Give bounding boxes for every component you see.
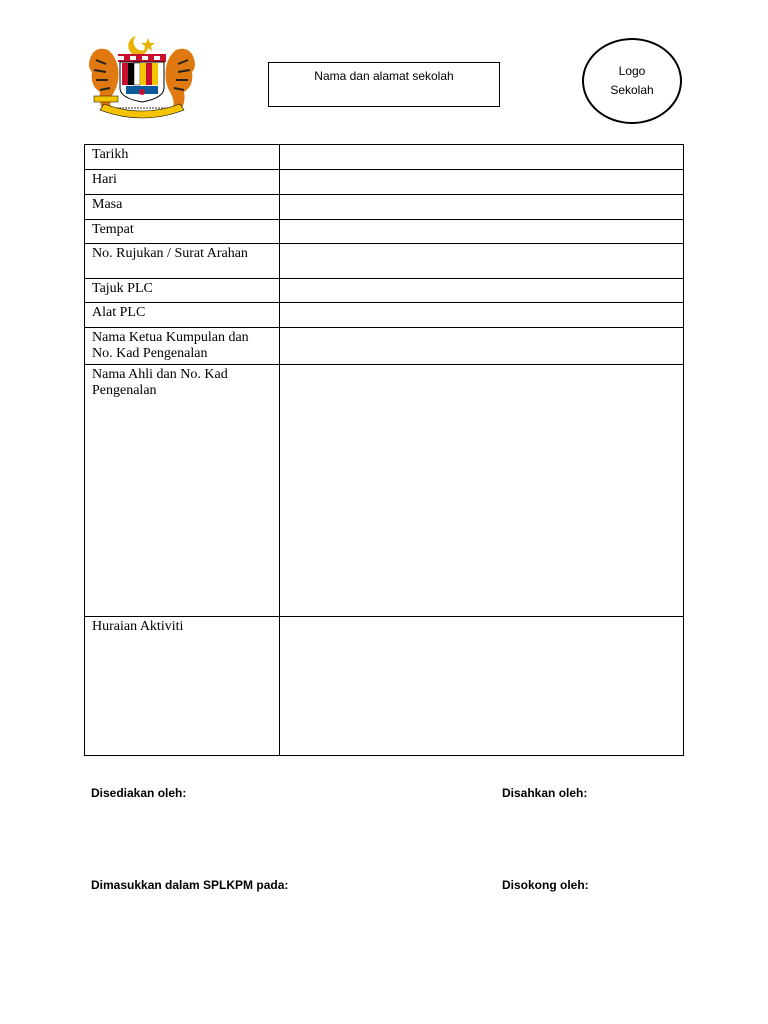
row-label: Nama Ketua Kumpulan dan No. Kad Pengenalan: [85, 328, 280, 365]
plc-form-table: [84, 144, 684, 756]
row-label: Tarikh: [85, 145, 280, 170]
table-row: [85, 365, 684, 617]
table-row: [85, 617, 684, 756]
row-value[interactable]: [280, 328, 684, 365]
row-label: Tempat: [85, 220, 280, 244]
row-label: Tajuk PLC: [85, 279, 280, 303]
row-label: No. Rujukan / Surat Arahan: [85, 244, 280, 279]
supported-by-label: Disokong oleh:: [502, 878, 589, 892]
row-value[interactable]: [280, 303, 684, 328]
table-row: [85, 195, 684, 220]
row-value[interactable]: [280, 170, 684, 195]
row-label: Alat PLC: [85, 303, 280, 328]
table-row: [85, 303, 684, 328]
row-value[interactable]: [280, 279, 684, 303]
table-row: [85, 328, 684, 365]
entered-in-label: Dimasukkan dalam SPLKPM pada:: [91, 878, 289, 892]
row-value[interactable]: [280, 617, 684, 756]
row-label: Huraian Aktiviti: [85, 617, 280, 756]
table-row: [85, 170, 684, 195]
row-value[interactable]: [280, 145, 684, 170]
approved-by-label: Disahkan oleh:: [502, 786, 588, 800]
row-label: Hari: [85, 170, 280, 195]
row-value[interactable]: [280, 244, 684, 279]
logo-line-1: Logo: [618, 64, 646, 78]
row-value[interactable]: [280, 220, 684, 244]
school-logo-placeholder: [582, 38, 682, 124]
row-value[interactable]: [280, 195, 684, 220]
logo-line-2: Sekolah: [610, 83, 654, 97]
school-box-label: Nama dan alamat sekolah: [314, 69, 454, 83]
table-row: [85, 279, 684, 303]
coat-of-arms-icon: [86, 32, 198, 122]
table-row: [85, 220, 684, 244]
row-label: Masa: [85, 195, 280, 220]
school-name-address-box: [268, 62, 500, 107]
table-row: [85, 244, 684, 279]
row-label: Nama Ahli dan No. Kad Pengenalan: [85, 365, 280, 617]
prepared-by-label: Disediakan oleh:: [91, 786, 187, 800]
table-row: [85, 145, 684, 170]
row-value[interactable]: [280, 365, 684, 617]
